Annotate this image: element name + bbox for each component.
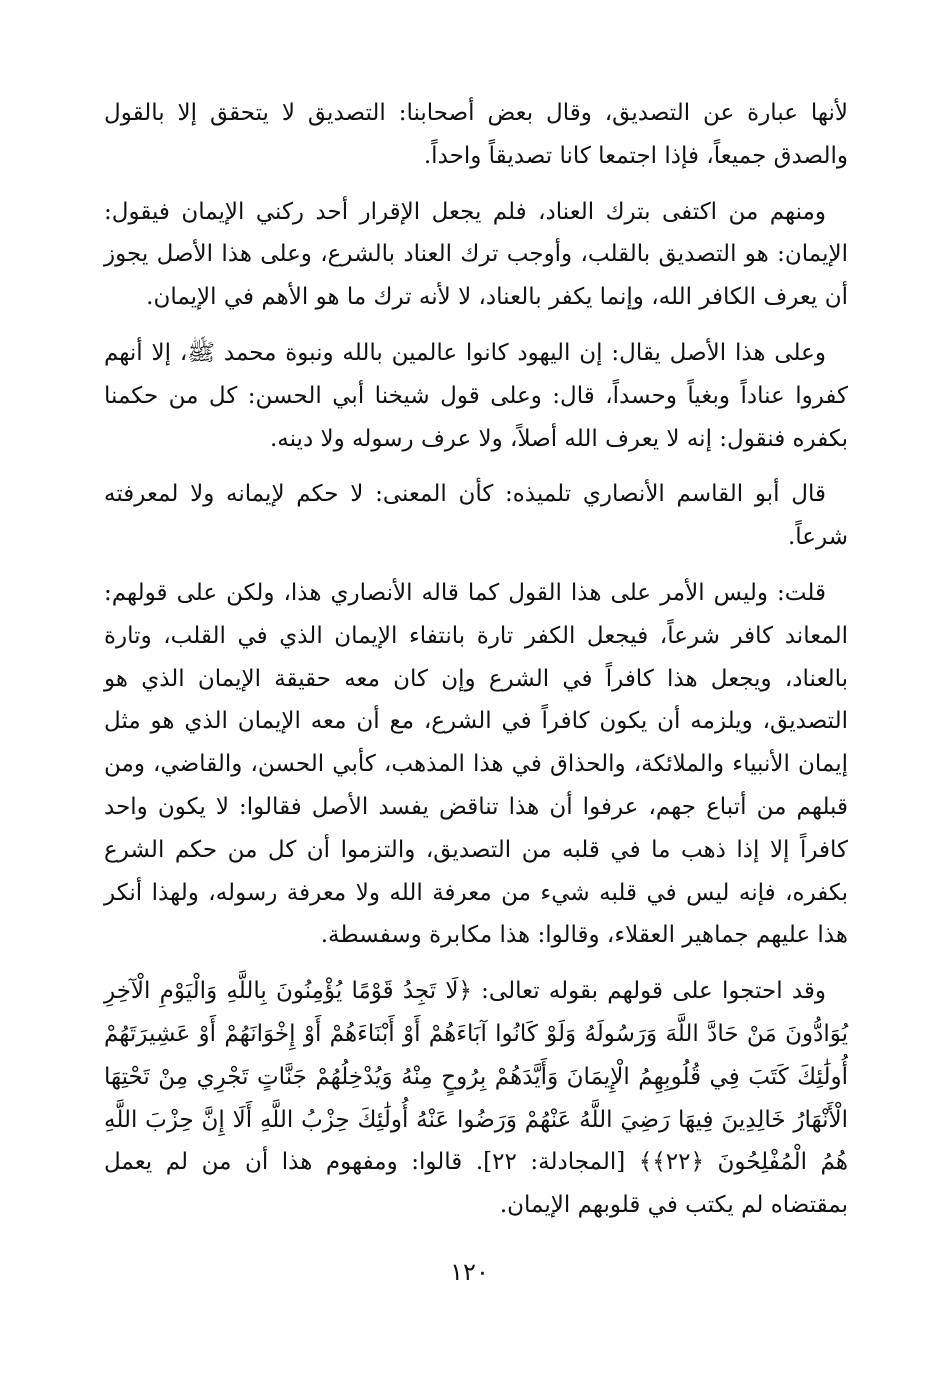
paragraph-3: وعلى هذا الأصل يقال: إن اليهود كانوا عالمين بالله ونبوة محمد ﷺ، إلا أنهم كفروا عناداً وبغياً وحسداً، قال: وعلى قول شيخنا أبي الحسن: كل من حكمنا بكفره فنقول: إنه لا يعرف الله أصلاً، ولا عرف رسوله ولا دينه. [104, 339, 848, 452]
paragraph-4: قال أبو القاسم الأنصاري تلميذه: كأن المعنى: لا حكم لإيمانه ولا لمعرفته شرعاً. [104, 481, 848, 551]
paragraph-1: لأنها عبارة عن التصديق، وقال بعض أصحابنا: التصديق لا يتحقق إلا بالقول والصدق جميعاً، فإذا اجتمعا كانا تصديقاً واحداً. [104, 100, 848, 169]
paragraph-5: قلت: وليس الأمر على هذا القول كما قاله الأنصاري هذا، ولكن على قولهم: المعاند كافر شرعاً، فيجعل الكفر تارة بانتفاء الإيمان الذي في القلب، وتارة بالعناد، ويجعل هذا كافراً في الشرع وإن كان معه حقيقة الإيمان الذي هو التصديق، ويلزمه أن يكون كافراً في الشرع، مع أن معه الإيمان الذي هو مثل إيمان الأنبياء والملائكة، والحذاق في هذا المذهب، كأبي الحسن، والقاضي، ومن قبلهم من أتباع جهم، عرفوا أن هذا تناقض يفسد الأصل فقالوا: لا يكون واحد كافراً إلا إذا ذهب ما في قلبه من التصديق، والتزموا أن كل من حكم الشرع بكفره، فإنه ليس في قلبه شيء من معرفة الله ولا معرفة رسوله، ولهذا أنكر هذا عليهم جماهير العقلاء، وقالوا: هذا مكابرة وسفسطة. [104, 579, 848, 949]
page-number: ١٢٠ [450, 1258, 489, 1286]
paragraph-2: ومنهم من اكتفى بترك العناد، فلم يجعل الإقرار أحد ركني الإيمان فيقول: الإيمان: هو التصديق بالقلب، وأوجب ترك العناد بالشرع، وعلى هذا الأصل يجوز أن يعرف الكافر الله، وإنما يكفر بالعناد، لا لأنه ترك ما هو الأهم في الإيمان. [104, 198, 848, 311]
body-text [104, 92, 848, 1227]
paragraph-6: وقد احتجوا على قولهم بقوله تعالى: ﴿لَا تَجِدُ قَوْمًا يُؤْمِنُونَ بِاللَّهِ وَالْيَوْمِ الْآخِرِ يُوَادُّونَ مَنْ حَادَّ اللَّهَ وَرَسُولَهُ وَلَوْ كَانُوا آبَاءَهُمْ أَوْ أَبْنَاءَهُمْ أَوْ إِخْوَانَهُمْ أَوْ عَشِيرَتَهُمْ أُولَٰئِكَ كَتَبَ فِي قُلُوبِهِمُ الْإِيمَانَ وَأَيَّدَهُمْ بِرُوحٍ مِنْهُ وَيُدْخِلُهُمْ جَنَّاتٍ تَجْرِي مِنْ تَحْتِهَا الْأَنْهَارُ خَالِدِينَ فِيهَا رَضِيَ اللَّهُ عَنْهُمْ وَرَضُوا عَنْهُ أُولَٰئِكَ حِزْبُ اللَّهِ أَلَا إِنَّ حِزْبَ اللَّهِ هُمُ الْمُفْلِحُونَ ﴿٢٢﴾﴾ [المجادلة: ٢٢]. قالوا: ومفهوم هذا أن من لم يعمل بمقتضاه لم يكتب في قلوبهم الإيمان. [104, 978, 848, 1219]
